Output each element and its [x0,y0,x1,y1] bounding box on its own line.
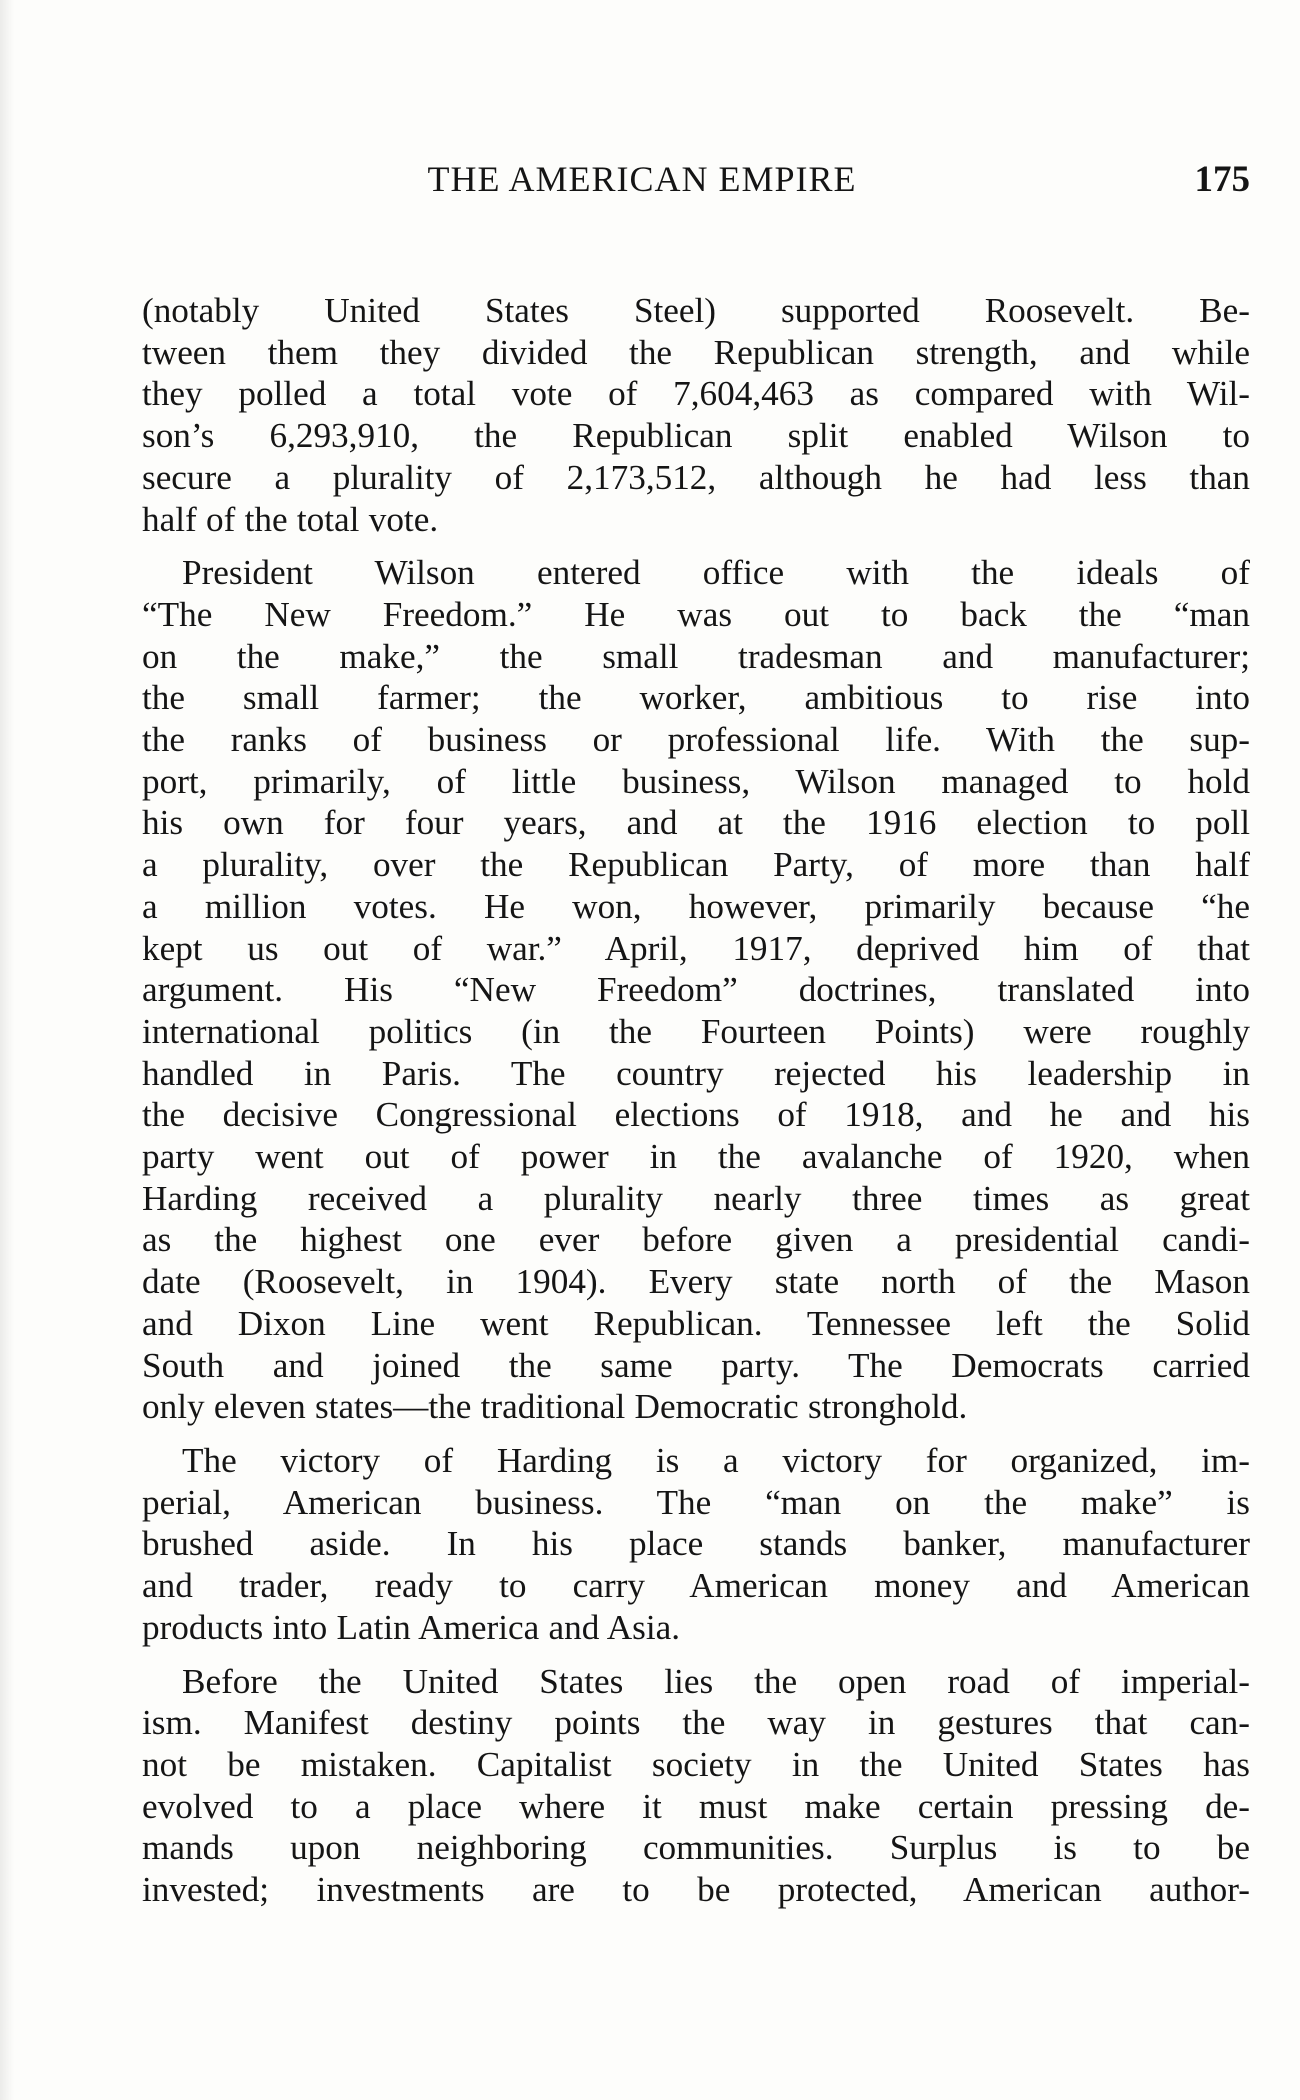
text-line: The victory of Harding is a victory for organized, im- [182,1440,1250,1480]
text-line: secure a plurality of 2,173,512, although he had less than [142,457,1250,497]
paragraph-2 [142,552,1250,1428]
text-line: only eleven states—the traditional Democratic stronghold. [142,1387,968,1427]
text-line: they polled a total vote of 7,604,463 as compared with Wil- [142,374,1250,414]
text-line: half of the total vote. [142,499,439,539]
body-text [142,290,1250,1923]
text-line: son’s 6,293,910, the Republican split enabled Wilson to [142,416,1250,456]
text-line: his own for four years, and at the 1916 election to poll [142,803,1250,843]
text-line: evolved to a place where it must make certain pressing de- [142,1786,1250,1826]
text-line: President Wilson entered office with the ideals of [182,553,1250,593]
running-head [142,158,1250,208]
text-line: “The New Freedom.” He was out to back the “man [142,594,1250,634]
text-line: kept us out of war.” April, 1917, deprived him of that [142,928,1250,968]
text-line: the small farmer; the worker, ambitious to rise into [142,678,1250,718]
text-line: date (Roosevelt, in 1904). Every state north of the Mason [142,1262,1250,1302]
text-line: invested; investments are to be protected, American author- [142,1870,1250,1910]
text-line: South and joined the same party. The Democrats carried [142,1345,1250,1385]
text-line: and Dixon Line went Republican. Tennessee left the Solid [142,1303,1250,1343]
paragraph-4 [142,1661,1250,1911]
paragraph-1 [142,290,1250,540]
text-line: tween them they divided the Republican strength, and while [142,332,1250,372]
text-line: a plurality, over the Republican Party, of more than half [142,845,1250,885]
text-line: brushed aside. In his place stands banker, manufacturer [142,1524,1250,1564]
text-line: the ranks of business or professional life. With the sup- [142,720,1250,760]
text-line: Harding received a plurality nearly three times as great [142,1178,1250,1218]
text-line: port, primarily, of little business, Wilson managed to hold [142,761,1250,801]
text-line: argument. His “New Freedom” doctrines, translated into [142,970,1250,1010]
text-line: perial, American business. The “man on the make” is [142,1482,1250,1522]
text-line: handled in Paris. The country rejected his leadership in [142,1053,1250,1093]
text-line: international politics (in the Fourteen Points) were roughly [142,1011,1250,1051]
text-line: mands upon neighboring communities. Surplus is to be [142,1828,1250,1868]
text-line: products into Latin America and Asia. [142,1607,681,1647]
text-line: (notably United States Steel) supported Roosevelt. Be- [142,291,1250,330]
text-line: a million votes. He won, however, primarily because “he [142,886,1250,926]
text-line: party went out of power in the avalanche of 1920, when [142,1137,1250,1177]
text-line: on the make,” the small tradesman and manufacturer; [142,636,1250,676]
page-edge-shadow [0,0,14,2100]
page-number: 175 [1194,159,1250,200]
text-line: Before the United States lies the open road of imperial- [182,1661,1250,1701]
paragraph-3 [142,1440,1250,1649]
text-line: the decisive Congressional elections of 1918, and he and his [142,1095,1250,1135]
text-line: and trader, ready to carry American money and American [142,1566,1250,1606]
running-title: THE AMERICAN EMPIRE [427,159,857,199]
text-line: as the highest one ever before given a presidential candi- [142,1220,1250,1260]
text-line: ism. Manifest destiny points the way in gestures that can- [142,1703,1250,1743]
text-line: not be mistaken. Capitalist society in the United States has [142,1744,1250,1784]
